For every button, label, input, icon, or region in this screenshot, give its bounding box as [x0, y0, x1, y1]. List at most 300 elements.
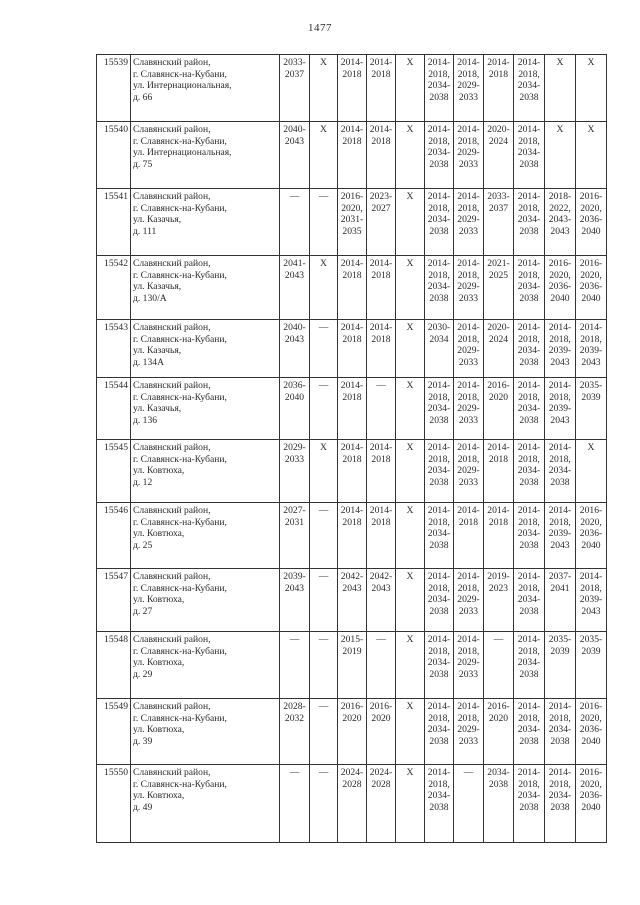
period-line: 2014-	[427, 571, 451, 582]
schedule-period-cell	[280, 569, 310, 632]
period-line: 2036-	[579, 528, 603, 539]
period-line: 2034-	[427, 403, 451, 414]
period-line: 2018,	[518, 645, 540, 657]
period-line: 2034	[429, 333, 449, 345]
period-line: 2014-	[517, 380, 541, 391]
period-line: 2014-	[517, 124, 541, 135]
period-line: 2014-	[517, 258, 541, 269]
schedule-period-cell	[576, 699, 607, 765]
schedule-period-cell	[367, 699, 396, 765]
schedule-period-cell	[425, 320, 454, 378]
schedule-period-cell	[396, 569, 425, 632]
period-line: 2014-	[487, 57, 510, 68]
schedule-period-cell	[425, 765, 454, 843]
schedule-period-cell	[280, 189, 310, 256]
period-line: 2018	[371, 135, 391, 147]
period-line: 2038	[429, 91, 449, 103]
period-line: 2018,	[518, 453, 540, 465]
period-line: 2018	[458, 516, 479, 528]
period-line: 2034-	[427, 790, 451, 801]
period-line: 2014-	[427, 701, 451, 712]
period-line: 2014-	[517, 634, 541, 645]
period-line: 2038	[429, 801, 449, 813]
address-line: Славянский район,	[133, 258, 211, 269]
schedule-period-cell	[396, 699, 425, 765]
housing-repair-schedule-table	[96, 54, 607, 843]
period-line: 2016-	[579, 505, 603, 516]
address-line: г. Славянск-на-Кубани,	[133, 453, 227, 465]
period-line: 2014-	[427, 124, 451, 135]
period-line: 2018,	[428, 516, 450, 528]
period-line: 2014-	[340, 57, 364, 68]
period-line: 2020,	[580, 516, 602, 528]
address-line: д. 49	[133, 801, 153, 813]
schedule-period-cell	[484, 189, 514, 256]
period-line: 2036-	[579, 790, 603, 801]
period-line: 2018-	[548, 191, 572, 202]
period-line: 2043	[550, 414, 570, 426]
schedule-period-cell	[484, 503, 514, 569]
address-cell	[131, 55, 280, 122]
period-line: 2027	[371, 202, 391, 214]
period-line: 2014-	[548, 442, 572, 453]
period-line: 2014-	[457, 701, 480, 712]
period-line: 2038	[519, 605, 539, 617]
period-line: 2014-	[517, 767, 541, 778]
period-line: 2031-	[340, 214, 364, 225]
schedule-period-cell	[425, 503, 454, 569]
schedule-period-cell	[454, 55, 484, 122]
address-line: г. Славянск-на-Кубани,	[133, 135, 227, 147]
address-line: д. 25	[133, 539, 153, 551]
schedule-period-cell	[454, 256, 484, 320]
period-line: 2043	[550, 225, 570, 237]
period-line: 2040	[581, 539, 601, 551]
period-line: X	[406, 258, 414, 269]
schedule-period-cell	[514, 632, 545, 699]
period-line: 2034-	[548, 465, 572, 476]
address-line: ул. Интернациональная,	[133, 147, 232, 158]
period-line: 2015-	[340, 634, 364, 645]
period-line: 2018,	[428, 391, 450, 403]
address-line: ул. Ковтюха,	[133, 657, 185, 668]
period-line: 2018,	[428, 778, 450, 790]
period-line: 2034-	[517, 724, 541, 735]
period-line: 2038	[429, 225, 449, 237]
period-line: 2014-	[457, 124, 480, 135]
period-line: 2018,	[518, 202, 540, 214]
schedule-period-cell	[454, 440, 484, 503]
address-line: ул. Ковтюха,	[133, 465, 185, 476]
period-line: 2018	[371, 269, 391, 281]
period-line: 2039	[550, 645, 570, 657]
period-line: 2038	[519, 735, 539, 747]
period-line: 2038	[519, 158, 539, 170]
table-row	[97, 378, 607, 440]
period-line: —	[318, 701, 329, 712]
period-line: 2038	[550, 476, 570, 488]
schedule-period-cell	[454, 503, 484, 569]
period-line: 2038	[488, 778, 509, 790]
period-line: X	[406, 124, 414, 135]
period-line: 2037-	[548, 571, 572, 582]
period-line: 2033	[458, 735, 479, 747]
period-line: 2018,	[549, 453, 571, 465]
period-line: 2014-	[369, 442, 393, 453]
period-line: 2043	[371, 582, 391, 594]
period-line: 2014-	[369, 505, 393, 516]
address-cell	[131, 632, 280, 699]
schedule-period-cell	[545, 699, 576, 765]
schedule-period-cell	[280, 122, 310, 189]
schedule-period-cell	[310, 699, 338, 765]
address-cell	[131, 320, 280, 378]
period-line: X	[406, 571, 414, 582]
period-line: 2020,	[549, 269, 571, 281]
schedule-period-cell	[576, 632, 607, 699]
period-line: 2039	[581, 645, 601, 657]
period-line: —	[376, 634, 386, 645]
period-line: 2014-	[369, 322, 393, 333]
period-line: 2018,	[518, 135, 540, 147]
schedule-period-cell	[514, 122, 545, 189]
period-line: 2016-	[579, 258, 603, 269]
period-line: 2018,	[457, 68, 480, 80]
period-line: 2014-	[457, 442, 480, 453]
schedule-period-cell	[545, 765, 576, 843]
period-line: X	[406, 380, 414, 391]
address-line: ул. Ковтюха,	[133, 790, 185, 801]
period-line: 2020,	[580, 269, 602, 281]
period-line: 2018,	[428, 269, 450, 281]
period-line: 2014-	[427, 191, 451, 202]
period-line: 2029-	[457, 403, 480, 414]
address-line: ул. Казачья,	[133, 214, 182, 225]
period-line: 2038	[429, 158, 449, 170]
schedule-period-cell	[514, 378, 545, 440]
period-line: 2037	[488, 202, 509, 214]
schedule-period-cell	[425, 440, 454, 503]
schedule-period-cell	[576, 122, 607, 189]
schedule-period-cell	[367, 122, 396, 189]
address-line: д. 66	[133, 91, 153, 103]
schedule-period-cell	[367, 189, 396, 256]
period-line: 2018	[371, 333, 391, 345]
address-line: д. 27	[133, 605, 153, 617]
period-line: 2038	[429, 668, 449, 680]
address-line: Славянский район,	[133, 124, 211, 135]
period-line: —	[318, 767, 329, 778]
period-line: 2018,	[457, 202, 480, 214]
period-line: 2014-	[427, 380, 451, 391]
period-line: 2033	[458, 356, 479, 368]
period-line: 2014-	[517, 57, 541, 68]
address-line: Славянский район,	[133, 442, 211, 453]
schedule-period-cell	[310, 122, 338, 189]
schedule-period-cell	[280, 699, 310, 765]
period-line: 2034-	[517, 345, 541, 356]
period-line: 2040	[581, 735, 601, 747]
period-line: 2023	[488, 582, 509, 594]
period-line: 2038	[429, 735, 449, 747]
period-line: 2018,	[518, 712, 540, 724]
period-line: 2029-	[457, 465, 480, 476]
schedule-period-cell	[514, 55, 545, 122]
period-line: X	[406, 442, 414, 453]
period-line: 2018	[342, 391, 362, 403]
period-line: —	[376, 380, 386, 391]
period-line: 2038	[429, 414, 449, 426]
period-line: 2033	[458, 605, 479, 617]
period-line: 2014-	[548, 380, 572, 391]
period-line: 2016-	[548, 258, 572, 269]
address-line: д. 136	[133, 414, 158, 426]
period-line: —	[289, 767, 300, 778]
address-line: Славянский район,	[133, 767, 211, 778]
period-line: 2038	[519, 539, 539, 551]
period-line: 2018,	[457, 582, 480, 594]
period-line: 2043	[284, 333, 305, 345]
schedule-period-cell	[484, 765, 514, 843]
period-line: —	[318, 634, 329, 645]
period-line: 2034-	[517, 80, 541, 91]
period-line: 2028	[371, 778, 391, 790]
period-line: 2014-	[487, 442, 510, 453]
record-number-cell: 15548	[97, 632, 131, 699]
period-line: 2018	[488, 68, 509, 80]
period-line: 2040-	[283, 124, 306, 135]
period-line: 2029-	[457, 80, 480, 91]
period-line: —	[463, 767, 474, 778]
address-line: г. Славянск-на-Кубани,	[133, 712, 227, 724]
period-line: 2039-	[548, 528, 572, 539]
schedule-period-cell	[396, 122, 425, 189]
period-line: —	[318, 322, 329, 333]
record-number-cell: 15547	[97, 569, 131, 632]
period-line: 2014-	[457, 571, 480, 582]
period-line: 2034-	[517, 214, 541, 225]
schedule-period-cell	[396, 765, 425, 843]
period-line: 2018,	[518, 582, 540, 594]
schedule-period-cell	[545, 440, 576, 503]
period-line: 2029-	[457, 345, 480, 356]
period-line: X	[406, 191, 414, 202]
period-line: X	[556, 57, 564, 68]
period-line: 2018,	[518, 333, 540, 345]
schedule-period-cell	[545, 256, 576, 320]
period-line: 2029-	[457, 147, 480, 158]
period-line: 2018,	[457, 269, 480, 281]
period-line: 2043	[550, 539, 570, 551]
period-line: 2018,	[518, 68, 540, 80]
period-line: 2014-	[579, 322, 603, 333]
period-line: 2016-	[579, 701, 603, 712]
table-body	[97, 55, 607, 843]
period-line: 2043	[284, 269, 305, 281]
period-line: 2033	[458, 476, 479, 488]
schedule-period-cell	[338, 55, 367, 122]
schedule-period-cell	[545, 503, 576, 569]
period-line: 2014-	[457, 380, 480, 391]
period-line: 2025	[488, 269, 509, 281]
schedule-period-cell	[514, 569, 545, 632]
address-cell	[131, 503, 280, 569]
schedule-period-cell	[396, 320, 425, 378]
address-line: г. Славянск-на-Кубани,	[133, 778, 227, 790]
period-line: 2034-	[517, 403, 541, 414]
period-line: 2034-	[427, 80, 451, 91]
schedule-period-cell	[367, 765, 396, 843]
period-line: 2038	[519, 476, 539, 488]
period-line: 2014-	[340, 124, 364, 135]
period-line: X	[320, 258, 327, 269]
period-line: 2038	[429, 292, 449, 304]
period-line: 2018	[342, 333, 362, 345]
schedule-period-cell	[484, 256, 514, 320]
schedule-period-cell	[425, 122, 454, 189]
period-line: 2040	[550, 292, 570, 304]
period-line: 2014-	[369, 57, 393, 68]
schedule-period-cell	[484, 569, 514, 632]
period-line: 2042-	[369, 571, 393, 582]
period-line: 2018	[488, 453, 509, 465]
schedule-period-cell	[338, 256, 367, 320]
period-line: 2020	[371, 712, 391, 724]
table-row	[97, 189, 607, 256]
schedule-period-cell	[396, 440, 425, 503]
period-line: 2034-	[517, 594, 541, 605]
period-line: 2038	[519, 225, 539, 237]
address-line: Славянский район,	[133, 322, 211, 333]
period-line: 2018	[371, 516, 391, 528]
period-line: 2018,	[549, 391, 571, 403]
period-line: 2043	[581, 605, 601, 617]
period-line: 2034-	[427, 147, 451, 158]
address-line: Славянский район,	[133, 380, 211, 391]
period-line: —	[318, 571, 329, 582]
period-line: 2038	[429, 605, 449, 617]
schedule-period-cell	[367, 632, 396, 699]
schedule-period-cell	[396, 55, 425, 122]
schedule-period-cell	[280, 55, 310, 122]
period-line: 2024	[488, 333, 509, 345]
schedule-period-cell	[576, 256, 607, 320]
address-line: Славянский район,	[133, 701, 211, 712]
period-line: 2041-	[283, 258, 306, 269]
address-line: Славянский район,	[133, 191, 211, 202]
schedule-period-cell	[425, 699, 454, 765]
table-row	[97, 699, 607, 765]
schedule-period-cell	[310, 765, 338, 843]
address-line: Славянский район,	[133, 634, 211, 645]
period-line: 2014-	[427, 57, 451, 68]
period-line: 2038	[429, 539, 449, 551]
period-line: 2040-	[283, 322, 306, 333]
period-line: 2035-	[579, 380, 603, 391]
period-line: 2043	[284, 135, 305, 147]
period-line: 2038	[550, 735, 570, 747]
address-line: ул. Ковтюха,	[133, 724, 185, 735]
schedule-period-cell	[338, 569, 367, 632]
schedule-period-cell	[367, 440, 396, 503]
period-line: 2016-	[579, 767, 603, 778]
schedule-period-cell	[514, 440, 545, 503]
schedule-period-cell	[338, 189, 367, 256]
period-line: 2040	[581, 225, 601, 237]
address-line: г. Славянск-на-Кубани,	[133, 516, 227, 528]
period-line: 2014-	[457, 258, 480, 269]
schedule-period-cell	[576, 378, 607, 440]
table-row	[97, 122, 607, 189]
period-line: 2037	[284, 68, 305, 80]
period-line: 2014-	[340, 258, 364, 269]
period-line: 2033	[458, 158, 479, 170]
schedule-period-cell	[338, 378, 367, 440]
period-line: 2020	[488, 391, 509, 403]
address-cell	[131, 122, 280, 189]
period-line: X	[406, 634, 414, 645]
schedule-period-cell	[514, 320, 545, 378]
period-line: 2030-	[427, 322, 451, 333]
record-number-cell: 15544	[97, 378, 131, 440]
period-line: 2033-	[487, 191, 510, 202]
period-line: 2039-	[579, 345, 603, 356]
record-number-cell: 15539	[97, 55, 131, 122]
period-line: 2024-	[340, 767, 364, 778]
period-line: —	[289, 191, 300, 202]
period-line: 2014-	[369, 124, 393, 135]
address-line: г. Славянск-на-Кубани,	[133, 645, 227, 657]
address-cell	[131, 440, 280, 503]
period-line: 2014-	[517, 571, 541, 582]
period-line: 2034-	[427, 528, 451, 539]
schedule-period-cell	[367, 569, 396, 632]
period-line: 2034-	[517, 790, 541, 801]
schedule-period-cell	[310, 320, 338, 378]
schedule-period-cell	[484, 55, 514, 122]
schedule-period-cell	[484, 320, 514, 378]
period-line: 2014-	[487, 505, 510, 516]
period-line: X	[556, 124, 564, 135]
period-line: 2014-	[457, 191, 480, 202]
period-line: 2034-	[548, 724, 572, 735]
period-line: 2019-	[487, 571, 510, 582]
schedule-period-cell	[396, 632, 425, 699]
period-line: X	[406, 767, 414, 778]
schedule-period-cell	[425, 55, 454, 122]
address-line: г. Славянск-на-Кубани,	[133, 202, 227, 214]
schedule-period-cell	[545, 632, 576, 699]
schedule-period-cell	[310, 503, 338, 569]
table-row	[97, 55, 607, 122]
period-line: 2033-	[283, 57, 306, 68]
schedule-period-cell	[310, 189, 338, 256]
period-line: 2034-	[487, 767, 510, 778]
period-line: 2041	[550, 582, 570, 594]
period-line: 2016-	[487, 380, 510, 391]
period-line: 2020	[488, 712, 509, 724]
period-line: 2014-	[548, 322, 572, 333]
address-line: ул. Интернациональная,	[133, 80, 232, 91]
schedule-period-cell	[454, 122, 484, 189]
schedule-period-cell	[280, 765, 310, 843]
period-line: 2034-	[427, 657, 451, 668]
schedule-period-cell	[514, 256, 545, 320]
period-line: 2018,	[428, 453, 450, 465]
period-line: —	[318, 505, 329, 516]
period-line: 2039-	[579, 594, 603, 605]
schedule-period-cell	[338, 320, 367, 378]
